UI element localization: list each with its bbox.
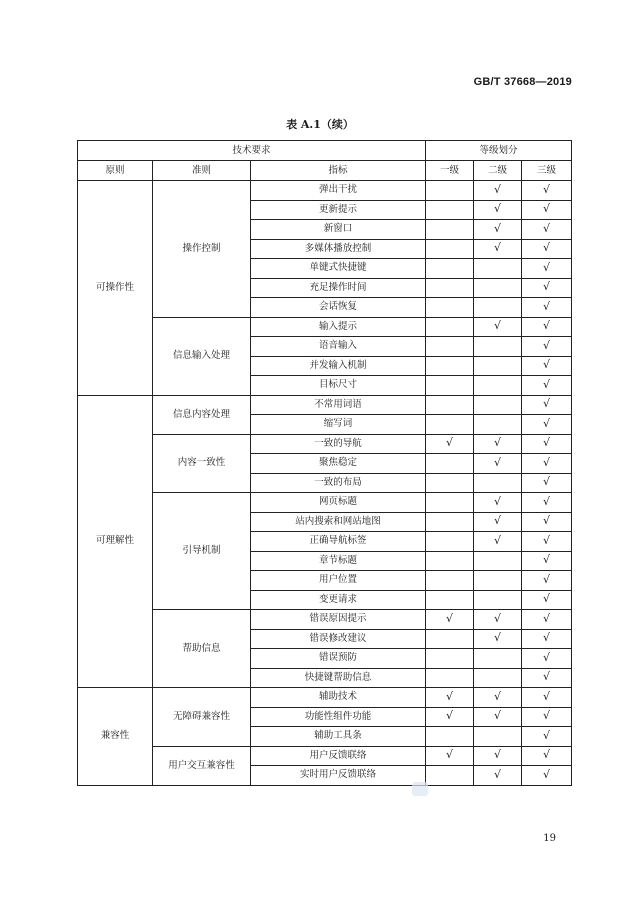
- principle-cell: 可操作性: [78, 181, 153, 396]
- check-mark-icon: √: [445, 748, 453, 762]
- check-mark-icon: √: [493, 436, 501, 450]
- indicator-cell: 实时用户反馈联络: [251, 766, 426, 786]
- header-level-1: 一级: [426, 161, 474, 181]
- check-mark-icon: √: [493, 533, 501, 547]
- indicator-cell: 站内搜索和网站地图: [251, 512, 426, 532]
- level-3-cell: [522, 200, 572, 220]
- guideline-cell: 信息输入处理: [153, 317, 251, 395]
- check-mark-icon: √: [542, 494, 550, 508]
- level-2-cell: [474, 590, 522, 610]
- check-mark-icon: √: [542, 670, 550, 684]
- check-mark-icon: √: [493, 631, 501, 645]
- level-1-cell: [426, 317, 474, 337]
- check-mark-icon: √: [445, 709, 453, 723]
- check-mark-icon: √: [542, 631, 550, 645]
- check-mark-icon: √: [542, 650, 550, 664]
- header-level-classification: 等级划分: [426, 141, 572, 161]
- check-mark-icon: √: [542, 280, 550, 294]
- indicator-cell: 功能性组件功能: [251, 707, 426, 727]
- guideline-cell: 信息内容处理: [153, 395, 251, 434]
- level-3-cell: [522, 220, 572, 240]
- principle-cell: 兼容性: [78, 688, 153, 786]
- check-mark-icon: √: [493, 611, 501, 625]
- level-2-cell: [474, 220, 522, 240]
- level-3-cell: [522, 727, 572, 747]
- level-2-cell: [474, 415, 522, 435]
- guideline-cell: 引导机制: [153, 493, 251, 610]
- level-1-cell: [426, 610, 474, 630]
- level-2-cell: [474, 766, 522, 786]
- check-mark-icon: √: [542, 416, 550, 430]
- level-2-cell: [474, 571, 522, 591]
- level-2-cell: [474, 473, 522, 493]
- indicator-cell: 弹出干扰: [251, 181, 426, 201]
- indicator-cell: 用户反馈联络: [251, 746, 426, 766]
- indicator-cell: 不常用词语: [251, 395, 426, 415]
- level-1-cell: [426, 590, 474, 610]
- level-3-cell: [522, 239, 572, 259]
- level-3-cell: [522, 317, 572, 337]
- table-row: [78, 181, 572, 201]
- check-mark-icon: √: [493, 182, 501, 196]
- level-2-cell: [474, 239, 522, 259]
- level-1-cell: [426, 473, 474, 493]
- check-mark-icon: √: [542, 592, 550, 606]
- level-1-cell: [426, 668, 474, 688]
- check-mark-icon: √: [542, 241, 550, 255]
- table-row: [78, 434, 572, 454]
- level-1-cell: [426, 415, 474, 435]
- level-1-cell: [426, 688, 474, 708]
- level-2-cell: [474, 337, 522, 357]
- indicator-cell: 目标尺寸: [251, 376, 426, 396]
- indicator-cell: 快捷键帮助信息: [251, 668, 426, 688]
- level-3-cell: [522, 551, 572, 571]
- check-mark-icon: √: [542, 338, 550, 352]
- level-1-cell: [426, 376, 474, 396]
- check-mark-icon: √: [493, 767, 501, 781]
- level-2-cell: [474, 454, 522, 474]
- level-3-cell: [522, 649, 572, 669]
- level-3-cell: [522, 278, 572, 298]
- level-3-cell: [522, 473, 572, 493]
- indicator-cell: 辅助技术: [251, 688, 426, 708]
- header-principle: 原则: [78, 161, 153, 181]
- level-1-cell: [426, 181, 474, 201]
- indicator-cell: 错误原因提示: [251, 610, 426, 630]
- check-mark-icon: √: [542, 728, 550, 742]
- guideline-cell: 帮助信息: [153, 610, 251, 688]
- check-mark-icon: √: [542, 514, 550, 528]
- check-mark-icon: √: [542, 221, 550, 235]
- level-1-cell: [426, 551, 474, 571]
- check-mark-icon: √: [542, 455, 550, 469]
- level-3-cell: [522, 259, 572, 279]
- indicator-cell: 多媒体播放控制: [251, 239, 426, 259]
- level-3-cell: [522, 512, 572, 532]
- level-3-cell: [522, 434, 572, 454]
- level-1-cell: [426, 200, 474, 220]
- level-3-cell: [522, 376, 572, 396]
- indicator-cell: 输入提示: [251, 317, 426, 337]
- level-1-cell: [426, 493, 474, 513]
- level-2-cell: [474, 259, 522, 279]
- check-mark-icon: √: [542, 767, 550, 781]
- check-mark-icon: √: [542, 748, 550, 762]
- check-mark-icon: √: [542, 202, 550, 216]
- indicator-cell: 用户位置: [251, 571, 426, 591]
- check-mark-icon: √: [542, 611, 550, 625]
- check-mark-icon: √: [493, 514, 501, 528]
- level-3-cell: [522, 766, 572, 786]
- level-2-cell: [474, 512, 522, 532]
- level-2-cell: [474, 532, 522, 552]
- level-1-cell: [426, 707, 474, 727]
- check-mark-icon: √: [542, 689, 550, 703]
- check-mark-icon: √: [445, 689, 453, 703]
- level-2-cell: [474, 278, 522, 298]
- level-1-cell: [426, 727, 474, 747]
- watermark-logo: [412, 782, 428, 796]
- level-1-cell: [426, 239, 474, 259]
- indicator-cell: 会话恢复: [251, 298, 426, 318]
- table-row: [78, 317, 572, 337]
- level-2-cell: [474, 746, 522, 766]
- level-1-cell: [426, 356, 474, 376]
- check-mark-icon: √: [493, 221, 501, 235]
- level-1-cell: [426, 259, 474, 279]
- check-mark-icon: √: [542, 475, 550, 489]
- level-1-cell: [426, 629, 474, 649]
- check-mark-icon: √: [493, 689, 501, 703]
- indicator-cell: 章节标题: [251, 551, 426, 571]
- table-row: [78, 395, 572, 415]
- level-1-cell: [426, 434, 474, 454]
- check-mark-icon: √: [542, 377, 550, 391]
- check-mark-icon: √: [493, 455, 501, 469]
- level-1-cell: [426, 649, 474, 669]
- header-indicator: 指标: [251, 161, 426, 181]
- level-2-cell: [474, 649, 522, 669]
- indicator-cell: 语音输入: [251, 337, 426, 357]
- level-2-cell: [474, 668, 522, 688]
- check-mark-icon: √: [493, 241, 501, 255]
- check-mark-icon: √: [542, 436, 550, 450]
- level-2-cell: [474, 356, 522, 376]
- check-mark-icon: √: [445, 611, 453, 625]
- check-mark-icon: √: [493, 202, 501, 216]
- check-mark-icon: √: [493, 319, 501, 333]
- level-2-cell: [474, 376, 522, 396]
- check-mark-icon: √: [542, 553, 550, 567]
- level-3-cell: [522, 688, 572, 708]
- check-mark-icon: √: [493, 748, 501, 762]
- level-2-cell: [474, 707, 522, 727]
- indicator-cell: 网页标题: [251, 493, 426, 513]
- header-guideline: 准则: [153, 161, 251, 181]
- check-mark-icon: √: [542, 533, 550, 547]
- level-2-cell: [474, 181, 522, 201]
- level-3-cell: [522, 629, 572, 649]
- principle-cell: 可理解性: [78, 395, 153, 688]
- indicator-cell: 正确导航标签: [251, 532, 426, 552]
- table-row: [78, 610, 572, 630]
- level-1-cell: [426, 746, 474, 766]
- level-3-cell: [522, 298, 572, 318]
- check-mark-icon: √: [542, 319, 550, 333]
- level-2-cell: [474, 629, 522, 649]
- requirements-table: [77, 140, 572, 786]
- level-3-cell: [522, 532, 572, 552]
- level-2-cell: [474, 551, 522, 571]
- level-2-cell: [474, 688, 522, 708]
- indicator-cell: 充足操作时间: [251, 278, 426, 298]
- level-1-cell: [426, 512, 474, 532]
- level-2-cell: [474, 298, 522, 318]
- level-3-cell: [522, 668, 572, 688]
- level-2-cell: [474, 317, 522, 337]
- check-mark-icon: √: [445, 436, 453, 450]
- level-1-cell: [426, 337, 474, 357]
- check-mark-icon: √: [493, 494, 501, 508]
- check-mark-icon: √: [542, 572, 550, 586]
- check-mark-icon: √: [542, 358, 550, 372]
- indicator-cell: 缩写词: [251, 415, 426, 435]
- level-3-cell: [522, 610, 572, 630]
- indicator-cell: 变更请求: [251, 590, 426, 610]
- level-3-cell: [522, 590, 572, 610]
- indicator-cell: 错误预防: [251, 649, 426, 669]
- table-group-header-row: [78, 141, 572, 161]
- table-title: 表 A.1（续）: [286, 118, 354, 131]
- guideline-cell: 内容一致性: [153, 434, 251, 493]
- check-mark-icon: √: [542, 182, 550, 196]
- level-1-cell: [426, 278, 474, 298]
- standard-code: GB/T 37668—2019: [473, 76, 572, 88]
- level-1-cell: [426, 571, 474, 591]
- level-1-cell: [426, 532, 474, 552]
- guideline-cell: 无障碍兼容性: [153, 688, 251, 747]
- indicator-cell: 单键式快捷键: [251, 259, 426, 279]
- header-level-2: 二级: [474, 161, 522, 181]
- level-3-cell: [522, 707, 572, 727]
- table-column-header-row: [78, 161, 572, 181]
- indicator-cell: 更新提示: [251, 200, 426, 220]
- level-1-cell: [426, 298, 474, 318]
- table-row: [78, 493, 572, 513]
- level-1-cell: [426, 220, 474, 240]
- check-mark-icon: √: [493, 709, 501, 723]
- level-2-cell: [474, 200, 522, 220]
- check-mark-icon: √: [542, 709, 550, 723]
- indicator-cell: 一致的导航: [251, 434, 426, 454]
- guideline-cell: 操作控制: [153, 181, 251, 318]
- level-2-cell: [474, 395, 522, 415]
- level-3-cell: [522, 454, 572, 474]
- guideline-cell: 用户交互兼容性: [153, 746, 251, 785]
- header-level-3: 三级: [522, 161, 572, 181]
- check-mark-icon: √: [542, 299, 550, 313]
- indicator-cell: 聚焦稳定: [251, 454, 426, 474]
- level-3-cell: [522, 493, 572, 513]
- indicator-cell: 一致的布局: [251, 473, 426, 493]
- indicator-cell: 辅助工具条: [251, 727, 426, 747]
- level-3-cell: [522, 181, 572, 201]
- level-3-cell: [522, 395, 572, 415]
- indicator-cell: 新窗口: [251, 220, 426, 240]
- indicator-cell: 错误修改建议: [251, 629, 426, 649]
- header-technical-requirements: 技术要求: [78, 141, 426, 161]
- check-mark-icon: √: [542, 260, 550, 274]
- level-3-cell: [522, 337, 572, 357]
- indicator-cell: 并发输入机制: [251, 356, 426, 376]
- level-3-cell: [522, 356, 572, 376]
- table-row: [78, 688, 572, 708]
- level-1-cell: [426, 766, 474, 786]
- level-2-cell: [474, 493, 522, 513]
- table-row: [78, 746, 572, 766]
- level-2-cell: [474, 434, 522, 454]
- level-2-cell: [474, 610, 522, 630]
- check-mark-icon: √: [542, 397, 550, 411]
- level-1-cell: [426, 454, 474, 474]
- level-3-cell: [522, 571, 572, 591]
- level-3-cell: [522, 415, 572, 435]
- page-number: 19: [543, 833, 556, 844]
- level-1-cell: [426, 395, 474, 415]
- level-3-cell: [522, 746, 572, 766]
- level-2-cell: [474, 727, 522, 747]
